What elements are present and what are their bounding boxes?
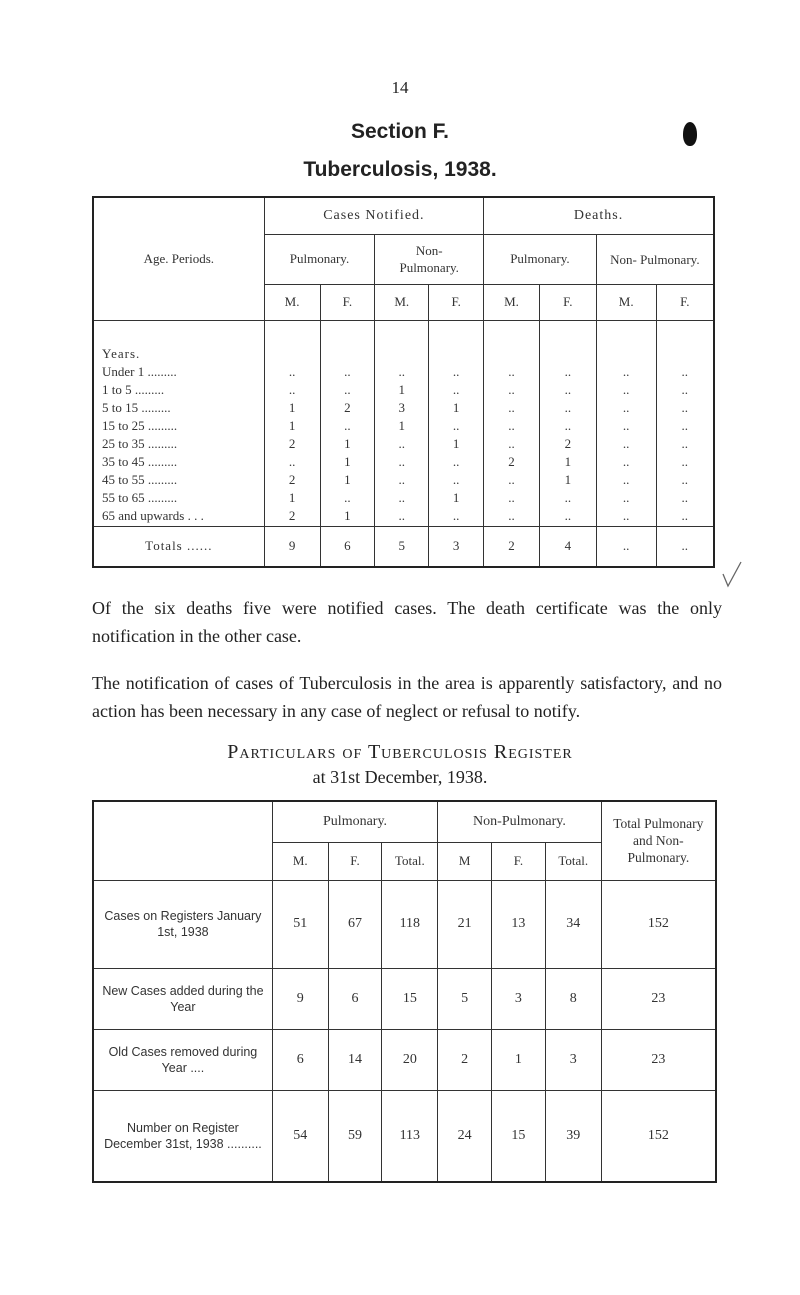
data-cell: .. [564,399,572,415]
data-cell: .. [398,489,406,505]
col-m: M. [272,842,328,880]
data-cell: .. [622,453,630,469]
data-column [264,320,320,526]
data-cell: .. [622,435,630,451]
deaths-non-pulmonary-header: Non- Pulmonary. [596,234,714,284]
register-row [93,1029,716,1090]
data-cell: .. [452,363,460,379]
data-column [429,320,484,526]
data-cell: .. [564,363,572,379]
data-cell: .. [622,399,630,415]
data-cell: 2 [508,453,515,469]
page-title: Tuberculosis, 1938. [303,158,497,181]
cases-non-pulmonary-header: Non- Pulmonary. [375,234,484,284]
register-cell: 23 [601,968,716,1029]
years-label: Years. [102,345,141,361]
register-cell: 2 [438,1029,492,1090]
data-cell: .. [398,435,406,451]
register-cell: 24 [438,1090,492,1182]
register-cell: 13 [492,880,546,968]
data-cell: .. [622,381,630,397]
col-m: M [438,842,492,880]
register-cell: 1 [492,1029,546,1090]
data-cell: .. [681,507,689,523]
data-cell: .. [622,507,630,523]
data-cell: .. [508,381,515,397]
data-cell: 3 [398,399,406,415]
data-cell: .. [681,399,689,415]
register-cell: 3 [545,1029,601,1090]
data-cell: .. [681,453,689,469]
register-cell: 51 [272,880,328,968]
col-m: M. [484,284,540,320]
age-period-label: 55 to 65 ......... [102,489,178,505]
register-cell: 3 [492,968,546,1029]
register-cell: 6 [328,968,382,1029]
age-period-label: 15 to 25 ......... [102,417,178,433]
ink-blot [683,122,697,146]
data-cell: 2 [288,507,296,523]
register-subtitle: at 31st December, 1938. [312,767,488,787]
data-cell: .. [622,489,630,505]
data-cell: 1 [452,435,460,451]
register-cell: 152 [601,880,716,968]
data-cell: 1 [344,453,351,469]
data-cell: 1 [452,399,460,415]
register-row [93,880,716,968]
tuberculosis-table [92,196,715,568]
data-cell: 1 [344,435,351,451]
register-table [92,800,717,1183]
data-cell: .. [452,381,460,397]
section-title: Section F. [350,120,450,143]
data-cell: .. [452,471,460,487]
data-cell: 2 [288,471,296,487]
data-cell: .. [681,471,689,487]
data-cell: .. [344,417,351,433]
register-cell: 34 [545,880,601,968]
register-cell: 39 [545,1090,601,1182]
data-cell: .. [508,471,515,487]
register-row-label: Old Cases removed during Year .... [93,1029,272,1090]
data-cell: 1 [288,417,296,433]
register-cell: 20 [382,1029,438,1090]
data-cell: .. [452,507,460,523]
register-cell: 54 [272,1090,328,1182]
register-cell: 15 [492,1090,546,1182]
age-period-label: 65 and upwards . . . [102,507,204,523]
data-cell: .. [508,489,515,505]
totals-label: Totals ...... [93,526,264,567]
col-f: F. [539,284,596,320]
register-corner [93,801,272,880]
col-f: F. [429,284,484,320]
cases-pulmonary-header: Pulmonary. [264,234,375,284]
col-f: F. [656,284,714,320]
age-periods-header: Age. Periods. [93,197,264,320]
paragraph-deaths: Of the six deaths five were notified cases. The death certificate was the only notification in the other case. [92,598,722,646]
data-cell: .. [681,435,689,451]
register-cell: 5 [438,968,492,1029]
deaths-header: Deaths. [484,197,714,234]
age-period-label: 25 to 35 ......... [102,435,178,451]
register-total-header: Total Pulmonary and Non- Pulmonary. [601,801,716,880]
total-cell: 3 [429,526,484,567]
register-title: Particulars of Tuberculosis Register [227,741,573,763]
data-cell: .. [288,381,296,397]
data-cell: .. [508,363,515,379]
data-cell: .. [398,453,406,469]
data-cell: .. [344,381,351,397]
paragraph-notification: The notification of cases of Tuberculosis in the area is apparently satisfactory, and no action has been necessary in any case of neglect or refusal to notify. [92,673,722,721]
total-cell: 5 [375,526,429,567]
data-cell: .. [398,363,406,379]
data-cell: 1 [288,399,296,415]
data-cell: .. [681,489,689,505]
total-cell: .. [596,526,656,567]
col-m: M. [596,284,656,320]
data-cell: 1 [344,507,351,523]
age-period-label: 35 to 45 ......... [102,453,178,469]
register-row [93,1090,716,1182]
age-period-label: 1 to 5 ......... [102,381,165,397]
data-cell: .. [622,363,630,379]
col-m: M. [264,284,320,320]
register-cell: 118 [382,880,438,968]
data-cell: .. [508,399,515,415]
register-non-pulmonary-header: Non-Pulmonary. [438,801,601,842]
data-cell: .. [508,417,515,433]
deaths-pulmonary-header: Pulmonary. [484,234,597,284]
data-cell: 1 [564,471,572,487]
age-labels [93,320,264,526]
data-cell: 1 [398,417,406,433]
data-cell: .. [564,507,572,523]
register-cell: 14 [328,1029,382,1090]
total-cell: 6 [320,526,375,567]
data-cell: .. [681,363,689,379]
data-cell: .. [564,489,572,505]
total-cell: .. [656,526,714,567]
data-cell: 2 [288,435,296,451]
total-cell: 2 [484,526,540,567]
register-cell: 152 [601,1090,716,1182]
age-period-label: 45 to 55 ......... [102,471,178,487]
data-cell: .. [508,507,515,523]
data-cell: .. [564,381,572,397]
data-cell: 2 [564,435,572,451]
data-cell: 1 [452,489,460,505]
col-total: Total. [545,842,601,880]
data-cell: .. [622,471,630,487]
register-row-label: New Cases added during the Year [93,968,272,1029]
data-cell: 1 [398,381,406,397]
data-cell: 2 [344,399,351,415]
register-cell: 6 [272,1029,328,1090]
data-column [539,320,596,526]
age-period-label: 5 to 15 ......... [102,399,171,415]
data-column [656,320,714,526]
data-cell: .. [508,435,515,451]
register-row [93,968,716,1029]
col-m: M. [375,284,429,320]
data-cell: 1 [564,453,572,469]
data-cell: 1 [288,489,296,505]
data-cell: .. [398,507,406,523]
register-row-label: Number on Register December 31st, 1938 .......... [93,1090,272,1182]
register-cell: 23 [601,1029,716,1090]
col-total: Total. [382,842,438,880]
data-cell: .. [452,453,460,469]
data-cell: .. [452,417,460,433]
col-f: F. [492,842,546,880]
data-cell: .. [398,471,406,487]
total-cell: 4 [539,526,596,567]
register-row-label: Cases on Registers January 1st, 1938 [93,880,272,968]
cases-notified-header: Cases Notified. [264,197,483,234]
data-cell: 1 [344,471,351,487]
total-cell: 9 [264,526,320,567]
register-cell: 21 [438,880,492,968]
data-column [320,320,375,526]
register-cell: 8 [545,968,601,1029]
handwritten-check-mark [715,560,745,590]
data-cell: .. [622,417,630,433]
data-column [375,320,429,526]
register-cell: 67 [328,880,382,968]
age-period-label: Under 1 ......... [102,363,177,379]
data-column [596,320,656,526]
data-cell: .. [288,363,296,379]
data-cell: .. [344,489,351,505]
data-cell: .. [681,417,689,433]
page-number: 14 [391,78,409,97]
register-cell: 9 [272,968,328,1029]
data-cell: .. [564,417,572,433]
col-f: F. [320,284,375,320]
data-cell: .. [344,363,351,379]
register-cell: 15 [382,968,438,1029]
data-column [484,320,540,526]
register-cell: 59 [328,1090,382,1182]
register-pulmonary-header: Pulmonary. [272,801,437,842]
register-cell: 113 [382,1090,438,1182]
col-f: F. [328,842,382,880]
data-cell: .. [288,453,296,469]
data-cell: .. [681,381,689,397]
